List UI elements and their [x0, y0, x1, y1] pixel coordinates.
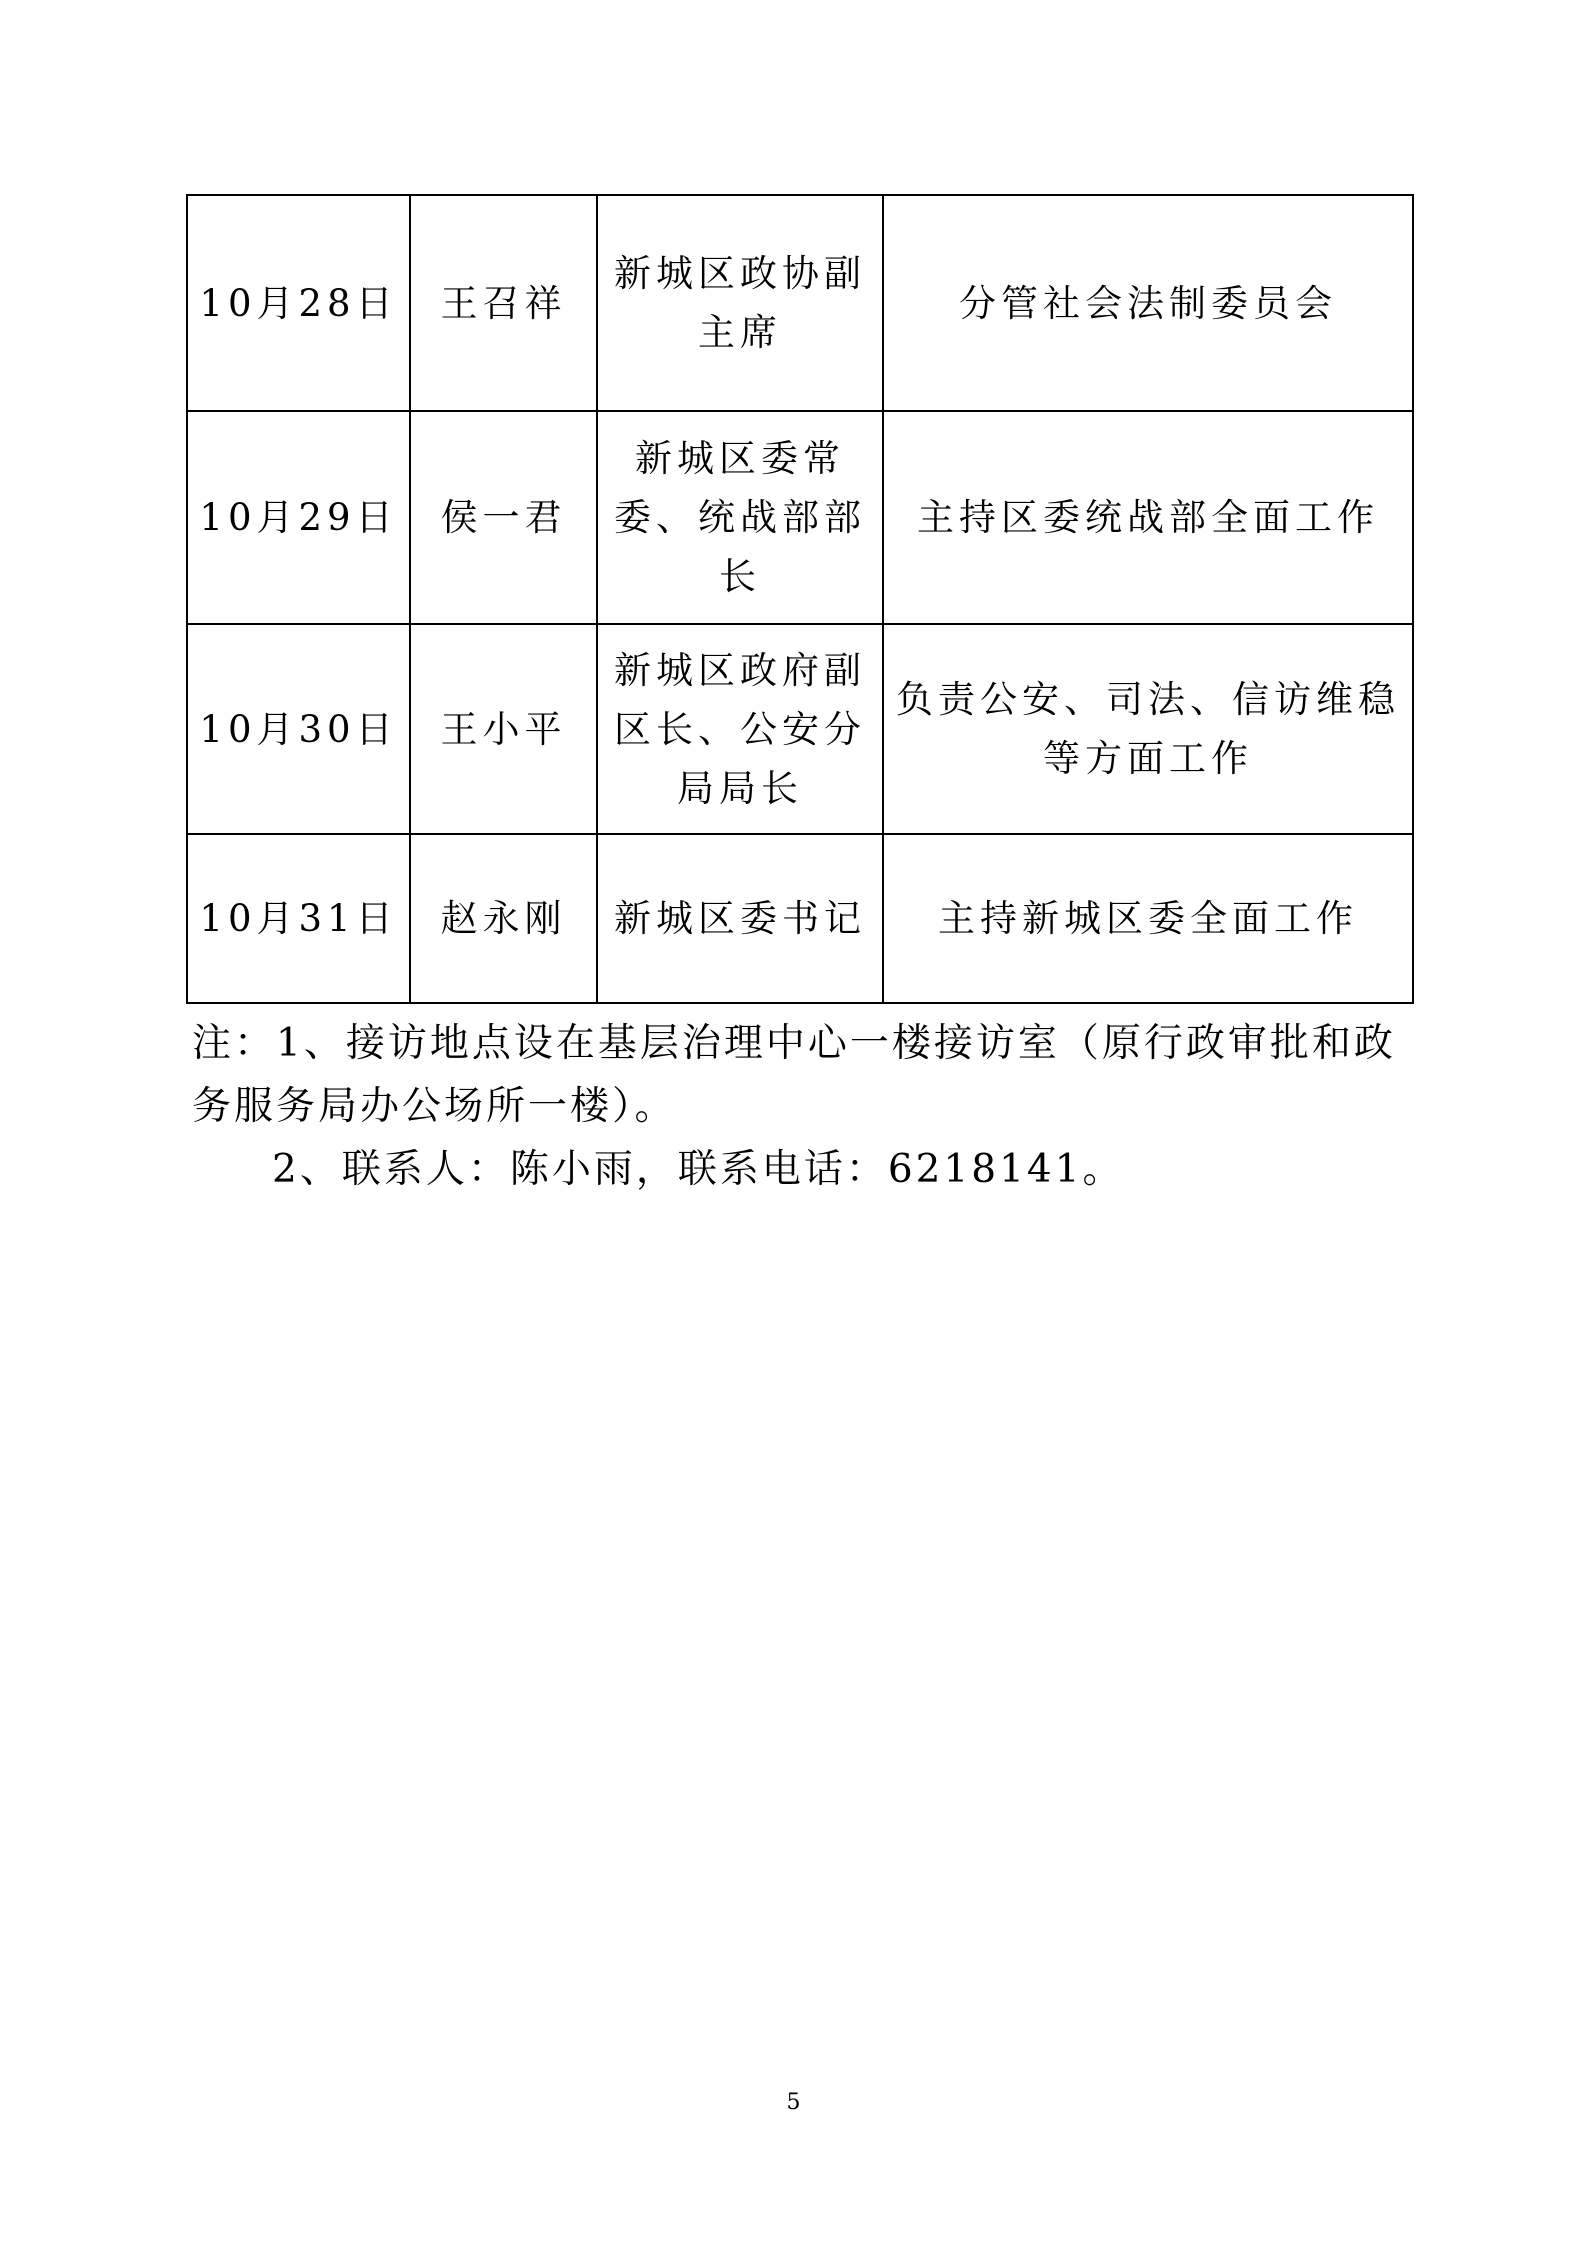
date-cell: 10月31日: [187, 834, 410, 1003]
title-cell: 新城区政府副区长、公安分局局长: [597, 624, 883, 834]
note-location: 注：1、接访地点设在基层治理中心一楼接访室（原行政审批和政务服务局办公场所一楼）。: [192, 1021, 1396, 1129]
title-cell: 新城区委书记: [597, 834, 883, 1003]
name-cell: 赵永刚: [410, 834, 597, 1003]
name-cell: 王小平: [410, 624, 597, 834]
reception-schedule-table: [186, 194, 1414, 1004]
date-cell: 10月29日: [187, 411, 410, 624]
duty-cell: 负责公安、司法、信访维稳等方面工作: [883, 624, 1413, 834]
date-cell: 10月28日: [187, 195, 410, 411]
page-number: 5: [786, 2090, 801, 2115]
notes-section: [192, 1012, 1432, 1201]
date-cell: 10月30日: [187, 624, 410, 834]
table-row: [187, 624, 1413, 834]
name-cell: 侯一君: [410, 411, 597, 624]
duty-cell: 分管社会法制委员会: [883, 195, 1413, 411]
duty-cell: 主持新城区委全面工作: [883, 834, 1413, 1003]
note-contact: 2、联系人：陈小雨，联系电话：6218141。: [272, 1147, 1125, 1192]
table-row: [187, 834, 1413, 1003]
name-cell: 王召祥: [410, 195, 597, 411]
duty-cell: 主持区委统战部全面工作: [883, 411, 1413, 624]
title-cell: 新城区委常委、统战部部长: [597, 411, 883, 624]
table-row: [187, 411, 1413, 624]
title-cell: 新城区政协副主席: [597, 195, 883, 411]
table-row: [187, 195, 1413, 411]
